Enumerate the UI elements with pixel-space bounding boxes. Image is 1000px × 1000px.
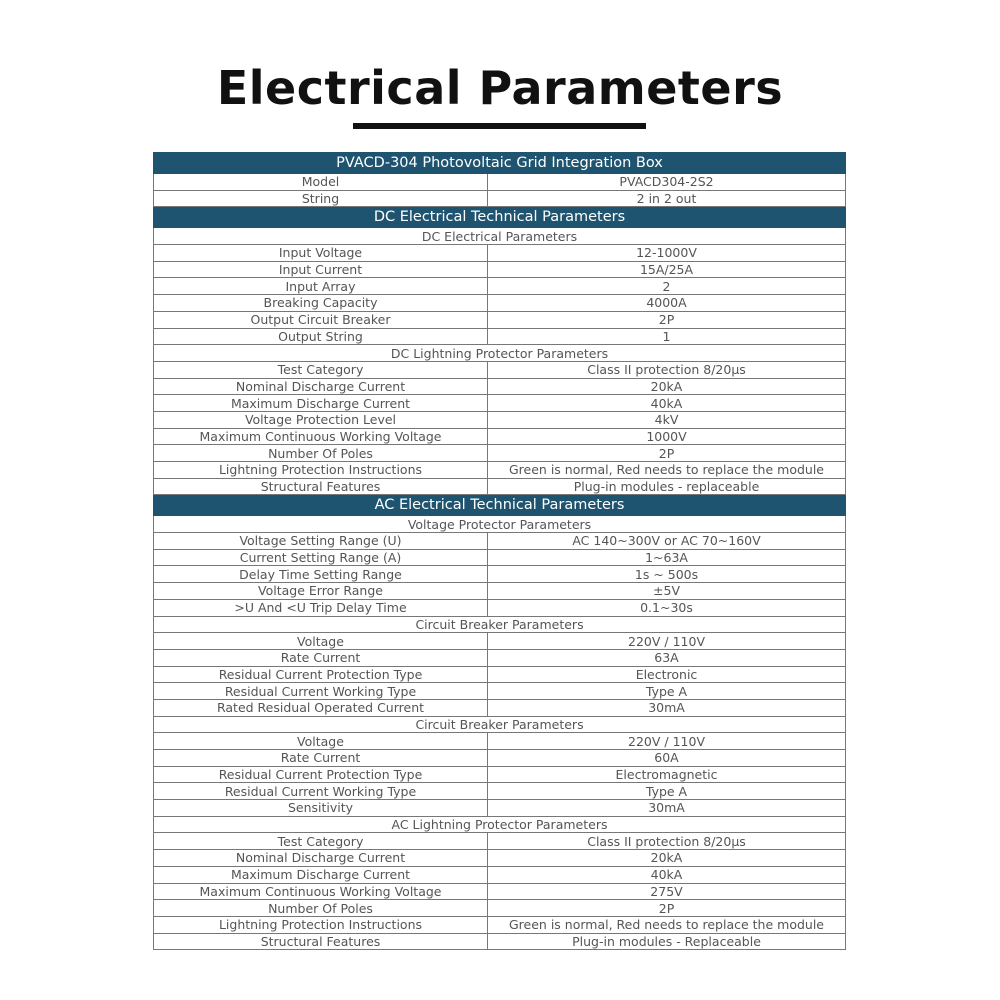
subsection-header [154, 228, 846, 245]
title-underline [353, 123, 646, 129]
table-row [154, 311, 846, 328]
subsection-header [154, 816, 846, 833]
parameter-value: 4kV [488, 411, 846, 428]
parameter-label: Input Voltage [154, 245, 488, 262]
parameter-value: Electronic [488, 666, 846, 683]
subsection-title: Circuit Breaker Parameters [154, 716, 846, 733]
parameter-value: Class II protection 8/20µs [488, 833, 846, 850]
parameter-label: Residual Current Working Type [154, 683, 488, 700]
subsection-header [154, 345, 846, 362]
parameter-label: Residual Current Working Type [154, 783, 488, 800]
page-title: Electrical Parameters [216, 61, 784, 115]
parameter-label: String [154, 190, 488, 207]
table-row [154, 295, 846, 312]
parameter-label: Structural Features [154, 478, 488, 495]
parameter-label: Voltage Setting Range (U) [154, 533, 488, 550]
table-row [154, 261, 846, 278]
table-row [154, 866, 846, 883]
parameter-label: Lightning Protection Instructions [154, 462, 488, 479]
table-row [154, 549, 846, 566]
parameter-value: 275V [488, 883, 846, 900]
subsection-title: Voltage Protector Parameters [154, 516, 846, 533]
parameter-label: Maximum Continuous Working Voltage [154, 883, 488, 900]
parameter-label: Voltage Error Range [154, 583, 488, 600]
section-title: DC Electrical Technical Parameters [154, 207, 846, 228]
table-row [154, 850, 846, 867]
parameter-value: 4000A [488, 295, 846, 312]
table-row [154, 533, 846, 550]
parameter-value: 2P [488, 445, 846, 462]
parameter-label: Voltage Protection Level [154, 411, 488, 428]
table-row [154, 733, 846, 750]
parameter-label: Rate Current [154, 750, 488, 767]
parameter-value: 2 [488, 278, 846, 295]
table-row [154, 445, 846, 462]
parameter-label: Nominal Discharge Current [154, 378, 488, 395]
parameter-value: Green is normal, Red needs to replace the module [488, 462, 846, 479]
subsection-header [154, 516, 846, 533]
parameter-value: Plug-in modules - Replaceable [488, 933, 846, 950]
parameter-label: Number Of Poles [154, 900, 488, 917]
table-row [154, 883, 846, 900]
table-row [154, 566, 846, 583]
table-row [154, 750, 846, 767]
table-row [154, 245, 846, 262]
parameter-value: 60A [488, 750, 846, 767]
parameter-label: >U And <U Trip Delay Time [154, 599, 488, 616]
table-row [154, 190, 846, 207]
table-row [154, 800, 846, 817]
parameter-value: 1000V [488, 428, 846, 445]
parameter-value: PVACD304-2S2 [488, 174, 846, 191]
parameter-value: 20kA [488, 850, 846, 867]
section-header [154, 207, 846, 228]
parameter-label: Residual Current Protection Type [154, 766, 488, 783]
subsection-title: DC Electrical Parameters [154, 228, 846, 245]
parameter-value: Type A [488, 783, 846, 800]
parameter-value: 220V / 110V [488, 733, 846, 750]
parameter-label: Input Current [154, 261, 488, 278]
parameter-value: Type A [488, 683, 846, 700]
parameter-label: Input Array [154, 278, 488, 295]
parameter-value: 12-1000V [488, 245, 846, 262]
parameter-label: Rated Residual Operated Current [154, 699, 488, 716]
parameter-label: Output Circuit Breaker [154, 311, 488, 328]
parameter-value: 2P [488, 900, 846, 917]
subsection-title: AC Lightning Protector Parameters [154, 816, 846, 833]
table-row [154, 395, 846, 412]
table-row [154, 411, 846, 428]
parameter-label: Breaking Capacity [154, 295, 488, 312]
parameter-label: Voltage [154, 733, 488, 750]
parameter-value: 0.1~30s [488, 599, 846, 616]
parameter-label: Residual Current Protection Type [154, 666, 488, 683]
section-header [154, 153, 846, 174]
parameter-label: Test Category [154, 833, 488, 850]
subsection-header [154, 616, 846, 633]
table-row [154, 699, 846, 716]
parameter-label: Model [154, 174, 488, 191]
parameter-value: 20kA [488, 378, 846, 395]
parameter-value: ±5V [488, 583, 846, 600]
table-row [154, 649, 846, 666]
table-row [154, 174, 846, 191]
parameter-label: Delay Time Setting Range [154, 566, 488, 583]
parameter-label: Structural Features [154, 933, 488, 950]
table-row [154, 478, 846, 495]
section-title: PVACD-304 Photovoltaic Grid Integration Box [154, 153, 846, 174]
table-row [154, 783, 846, 800]
parameter-label: Maximum Discharge Current [154, 395, 488, 412]
parameter-value: Green is normal, Red needs to replace the module [488, 916, 846, 933]
parameter-value: 1~63A [488, 549, 846, 566]
parameter-value: AC 140~300V or AC 70~160V [488, 533, 846, 550]
parameter-label: Number Of Poles [154, 445, 488, 462]
parameter-label: Voltage [154, 633, 488, 650]
parameter-label: Sensitivity [154, 800, 488, 817]
parameter-label: Current Setting Range (A) [154, 549, 488, 566]
parameter-label: Output String [154, 328, 488, 345]
table-body [154, 153, 846, 950]
table-row [154, 599, 846, 616]
subsection-title: Circuit Breaker Parameters [154, 616, 846, 633]
table-row [154, 666, 846, 683]
parameter-value: Electromagnetic [488, 766, 846, 783]
parameter-value: 30mA [488, 699, 846, 716]
subsection-title: DC Lightning Protector Parameters [154, 345, 846, 362]
parameter-label: Maximum Continuous Working Voltage [154, 428, 488, 445]
section-title: AC Electrical Technical Parameters [154, 495, 846, 516]
parameter-label: Lightning Protection Instructions [154, 916, 488, 933]
parameter-label: Nominal Discharge Current [154, 850, 488, 867]
parameter-value: 63A [488, 649, 846, 666]
table-row [154, 766, 846, 783]
subsection-header [154, 716, 846, 733]
parameter-label: Test Category [154, 361, 488, 378]
parameter-label: Rate Current [154, 649, 488, 666]
table-row [154, 633, 846, 650]
parameter-value: 40kA [488, 395, 846, 412]
table-row [154, 361, 846, 378]
table-row [154, 278, 846, 295]
parameter-value: Plug-in modules - replaceable [488, 478, 846, 495]
table-row [154, 833, 846, 850]
electrical-parameters-table [153, 152, 846, 950]
table-row [154, 583, 846, 600]
parameter-value: 2 in 2 out [488, 190, 846, 207]
parameter-value: 1 [488, 328, 846, 345]
section-header [154, 495, 846, 516]
parameter-value: 40kA [488, 866, 846, 883]
table-row [154, 462, 846, 479]
table-row [154, 916, 846, 933]
parameter-value: 2P [488, 311, 846, 328]
parameter-value: 220V / 110V [488, 633, 846, 650]
parameter-value: 30mA [488, 800, 846, 817]
table-row [154, 428, 846, 445]
parameter-value: Class II protection 8/20µs [488, 361, 846, 378]
table-row [154, 900, 846, 917]
table-row [154, 378, 846, 395]
parameter-value: 15A/25A [488, 261, 846, 278]
table-row [154, 683, 846, 700]
table-row [154, 328, 846, 345]
parameter-value: 1s ~ 500s [488, 566, 846, 583]
parameter-label: Maximum Discharge Current [154, 866, 488, 883]
table-row [154, 933, 846, 950]
